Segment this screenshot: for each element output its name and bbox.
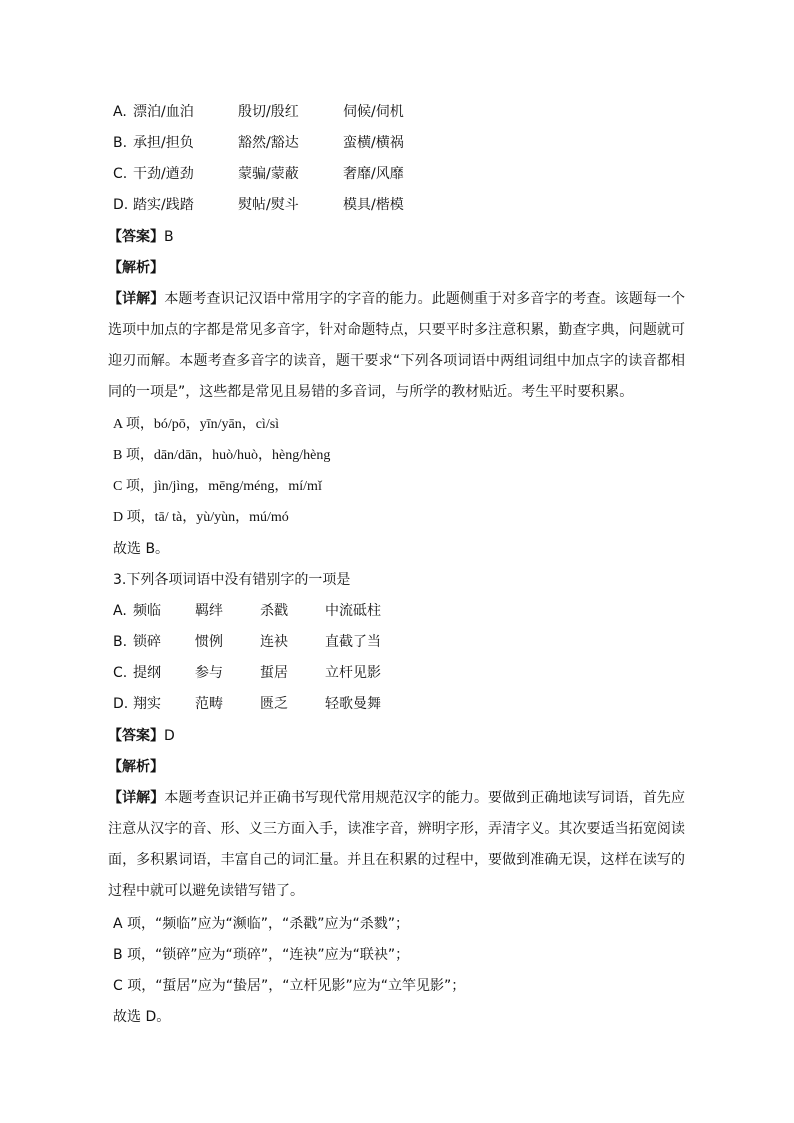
q2-item-c: C 项，jìn/jìng，mēng/méng，mí/mǐ <box>113 479 322 494</box>
q3-item-c: C 项，“蜇居”应为“蛰居”，“立杆见影”应为“立竿见影”； <box>113 978 466 994</box>
q3-option-d: D. 翔实 范畴 匮乏 轻歌曼舞 <box>113 696 381 712</box>
q2-item-d: D 项，tā/ tà，yù/yùn，mú/mó <box>113 510 289 525</box>
q2-item-b: B 项，dān/dān，huò/huò，hèng/hèng <box>113 448 331 463</box>
q3-option-b: B. 锁碎 惯例 连袂 直截了当 <box>113 634 381 650</box>
q3-detail: 【详解】本题考查识记并正确书写现代常用规范汉字的能力。要做到正确地读写词语，首先应注意从汉字的音、形、义三方面入手，读准字音，辨明字形，弄清字义。其次要适当拓宽阅读面，多积累词语，丰富自己的词汇量。并且在积累的过程中，要做到准确无误，这样在读写的过程中就可以避免读错写错了。 <box>108 790 686 899</box>
q3-item-a: A 项，“频临”应为“濒临”，“杀戳”应为“杀戮”； <box>113 916 410 932</box>
q3-stem: 3.下列各项词语中没有错别字的一项是 <box>113 572 351 588</box>
q2-analysis-tag: 【解析】 <box>108 260 164 276</box>
q3-conclusion: 故选 D。 <box>113 1009 171 1025</box>
q3-analysis-tag: 【解析】 <box>108 759 164 775</box>
q2-option-a: A. 漂泊/血泊 殷切/殷红 伺候/伺机 <box>113 104 404 120</box>
q2-answer: 【答案】B <box>108 229 174 245</box>
q2-option-b: B. 承担/担负 豁然/豁达 蛮横/横祸 <box>113 135 404 151</box>
q3-answer: 【答案】D <box>108 728 175 744</box>
q3-option-a: A. 频临 羁绊 杀戳 中流砥柱 <box>113 603 381 619</box>
q2-item-a: A 项，bó/pō，yīn/yān，cì/sì <box>113 417 280 432</box>
q2-option-d: D. 踏实/践踏 熨帖/熨斗 模具/楷模 <box>113 197 404 213</box>
q2-option-c: C. 干劲/遒劲 蒙骗/蒙蔽 奢靡/风靡 <box>113 166 404 182</box>
q3-item-b: B 项，“锁碎”应为“琐碎”，“连袂”应为“联袂”； <box>113 947 410 963</box>
q2-detail: 【详解】本题考查识记汉语中常用字的字音的能力。此题侧重于对多音字的考查。该题每一个选项中加点的字都是常见多音字，针对命题特点，只要平时多注意积累，勤查字典，问题就可迎刃而解。本题考查多音字的读音，题干要求“下列各项词语中两组词组中加点字的读音都相同的一项是”，这些都是常见且易错的多音词，与所学的教材贴近。考生平时要积累。 <box>108 291 686 400</box>
q2-conclusion: 故选 B。 <box>113 541 170 557</box>
q3-option-c: C. 提纲 参与 蜇居 立杆见影 <box>113 665 381 681</box>
